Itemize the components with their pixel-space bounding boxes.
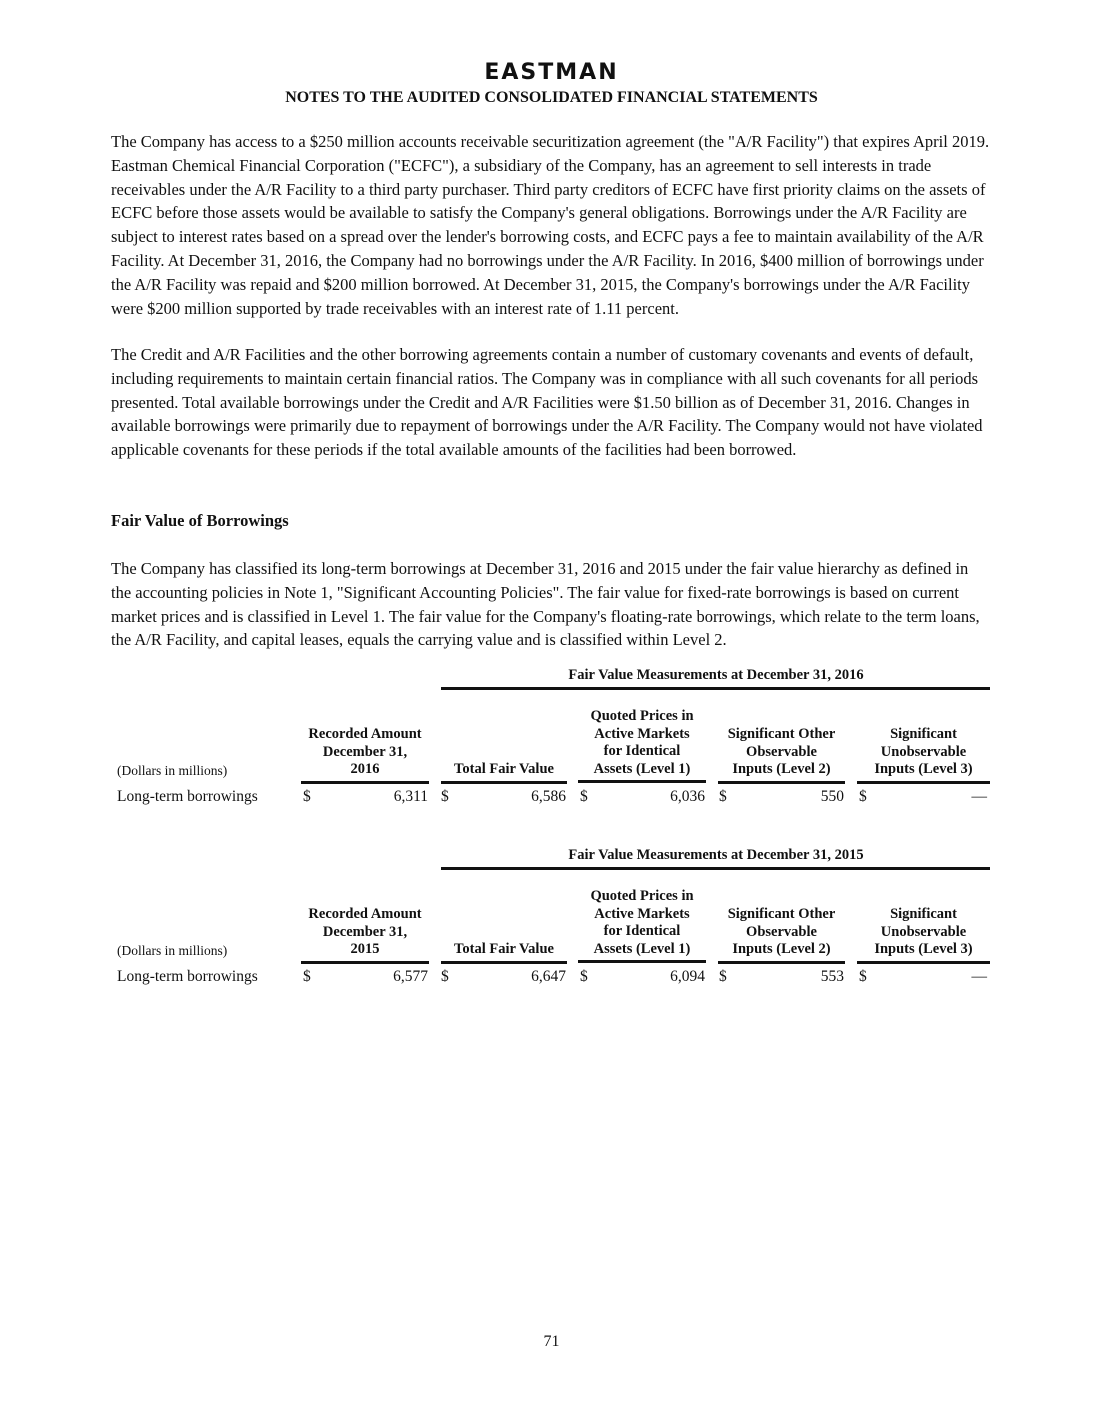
page-header: NOTES TO THE AUDITED CONSOLIDATED FINANCIAL STATEMENTS <box>285 89 818 106</box>
currency-symbol: $ <box>859 968 867 985</box>
currency-symbol: $ <box>580 788 588 805</box>
col-header-level2 <box>718 906 845 964</box>
currency-symbol: $ <box>303 968 311 985</box>
value-level3: — <box>971 968 987 985</box>
header-line: Quoted Prices in <box>590 708 694 724</box>
value-recorded: 6,311 <box>393 788 428 805</box>
header-line: Significant <box>890 726 957 742</box>
row-label: Long-term borrowings <box>117 968 258 985</box>
paragraph-ar-facility: The Company has access to a $250 million accounts receivable securitization agreement (the "A/R Facility") that expires April 2019. Eastman Chemical Financial Corporation ("ECFC"), a subsidiary of the Company, has an agreement to sell interests in trade receivables under the A/R Facility to a third party purchaser. Third party creditors of ECFC have first priority claims on the assets of ECFC before those assets would be available to satisfy the Company's general obligations. Borrowings under the A/R Facility are subject to interest rates based on a spread over the lender's borrowing costs, and ECFC pays a fee to maintain availability of the A/R Facility. At December 31, 2016, the Company had no borrowings under the A/R Facility. In 2016, $400 million of borrowings under the A/R Facility was repaid and $200 million borrowed. At December 31, 2015, the Company's borrowings under the A/R Facility were $200 million supported by trade receivables with an interest rate of 1.11 percent. <box>111 132 990 318</box>
header-line: for Identical <box>603 923 681 939</box>
col-header-total <box>441 761 567 784</box>
currency-symbol: $ <box>303 788 311 805</box>
value-level3: — <box>971 788 987 805</box>
value-level1: 6,094 <box>670 968 705 985</box>
header-line: 2015 <box>350 941 380 957</box>
header-line: Active Markets <box>594 725 690 742</box>
header-line: Assets (Level 1) <box>593 760 691 777</box>
paragraph-fair-value: The Company has classified its long-term borrowings at December 31, 2016 and 2015 under the fair value hierarchy as defined in the accounting policies in Note 1, "Significant Accounting Policies". The fair value for fixed-rate borrowings is based on current market prices and is classified in Level 1. The fair value for the Company's floating-rate borrowings, which relate to the term loans, the A/R Facility, and capital leases, equals the carrying value and is classified within Level 2. <box>111 559 980 650</box>
value-recorded: 6,577 <box>393 968 428 985</box>
header-line: Inputs (Level 3) <box>874 941 973 957</box>
paragraph-covenants: The Credit and A/R Facilities and the other borrowing agreements contain a number of customary covenants and events of default, including requirements to maintain certain financial ratios. The Company was in compliance with all such covenants for all periods presented. Total available borrowings under the Credit and A/R Facilities were $1.50 billion as of December 31, 2016. Changes in available borrowings were primarily due to repayment of borrowings under the A/R Facility. The Company would not have violated applicable covenants for these periods if the total available amounts of the facilities had been borrowed. <box>111 345 983 460</box>
col-header-recorded <box>301 906 429 964</box>
col-header-level3 <box>857 726 990 784</box>
col-header-total <box>441 941 567 964</box>
value-total: 6,647 <box>531 968 566 985</box>
value-level2: 550 <box>820 788 844 805</box>
currency-symbol: $ <box>441 788 449 805</box>
table-span-header: Fair Value Measurements at December 31, 2015 <box>568 847 864 863</box>
header-line: Inputs (Level 3) <box>874 761 973 777</box>
section-title: Fair Value of Borrowings <box>111 511 289 530</box>
header-line: Total Fair Value <box>454 761 554 777</box>
header-line: Significant Other <box>727 906 836 922</box>
table-span-rule <box>441 867 990 870</box>
value-total: 6,586 <box>531 788 566 805</box>
value-level1: 6,036 <box>670 788 705 805</box>
header-line: 2016 <box>350 761 380 777</box>
header-line: December 31, <box>322 923 408 940</box>
currency-symbol: $ <box>441 968 449 985</box>
row-label: Long-term borrowings <box>117 788 258 805</box>
header-line: Recorded Amount <box>308 726 422 742</box>
header-line: Total Fair Value <box>454 941 554 957</box>
header-line: Unobservable <box>880 743 967 760</box>
header-line: Active Markets <box>594 905 690 922</box>
header-line: Inputs (Level 2) <box>732 761 831 777</box>
header-line: Unobservable <box>880 923 967 940</box>
page-number: 71 <box>543 1333 560 1350</box>
col-header-level1 <box>578 708 706 783</box>
table-span-header: Fair Value Measurements at December 31, 2016 <box>568 667 864 683</box>
header-line: Inputs (Level 2) <box>732 941 831 957</box>
header-line: Observable <box>746 743 817 760</box>
col-header-level1 <box>578 888 706 963</box>
currency-symbol: $ <box>859 788 867 805</box>
col-header-level2 <box>718 726 845 784</box>
header-line: December 31, <box>322 743 408 760</box>
header-line: Significant <box>890 906 957 922</box>
table-span-rule <box>441 687 990 690</box>
value-level2: 553 <box>820 968 844 985</box>
dollars-in-millions-label: (Dollars in millions) <box>117 763 228 778</box>
header-line: Quoted Prices in <box>590 888 694 904</box>
header-line: Observable <box>746 923 817 940</box>
header-line: for Identical <box>603 743 681 759</box>
header-line: Significant Other <box>727 726 836 742</box>
eastman-logo: EASTMAN <box>484 60 619 85</box>
col-header-level3 <box>857 906 990 964</box>
col-header-recorded <box>301 726 429 784</box>
currency-symbol: $ <box>719 968 727 985</box>
header-line: Recorded Amount <box>308 906 422 922</box>
dollars-in-millions-label: (Dollars in millions) <box>117 943 228 958</box>
currency-symbol: $ <box>580 968 588 985</box>
currency-symbol: $ <box>719 788 727 805</box>
header-line: Assets (Level 1) <box>593 940 691 957</box>
